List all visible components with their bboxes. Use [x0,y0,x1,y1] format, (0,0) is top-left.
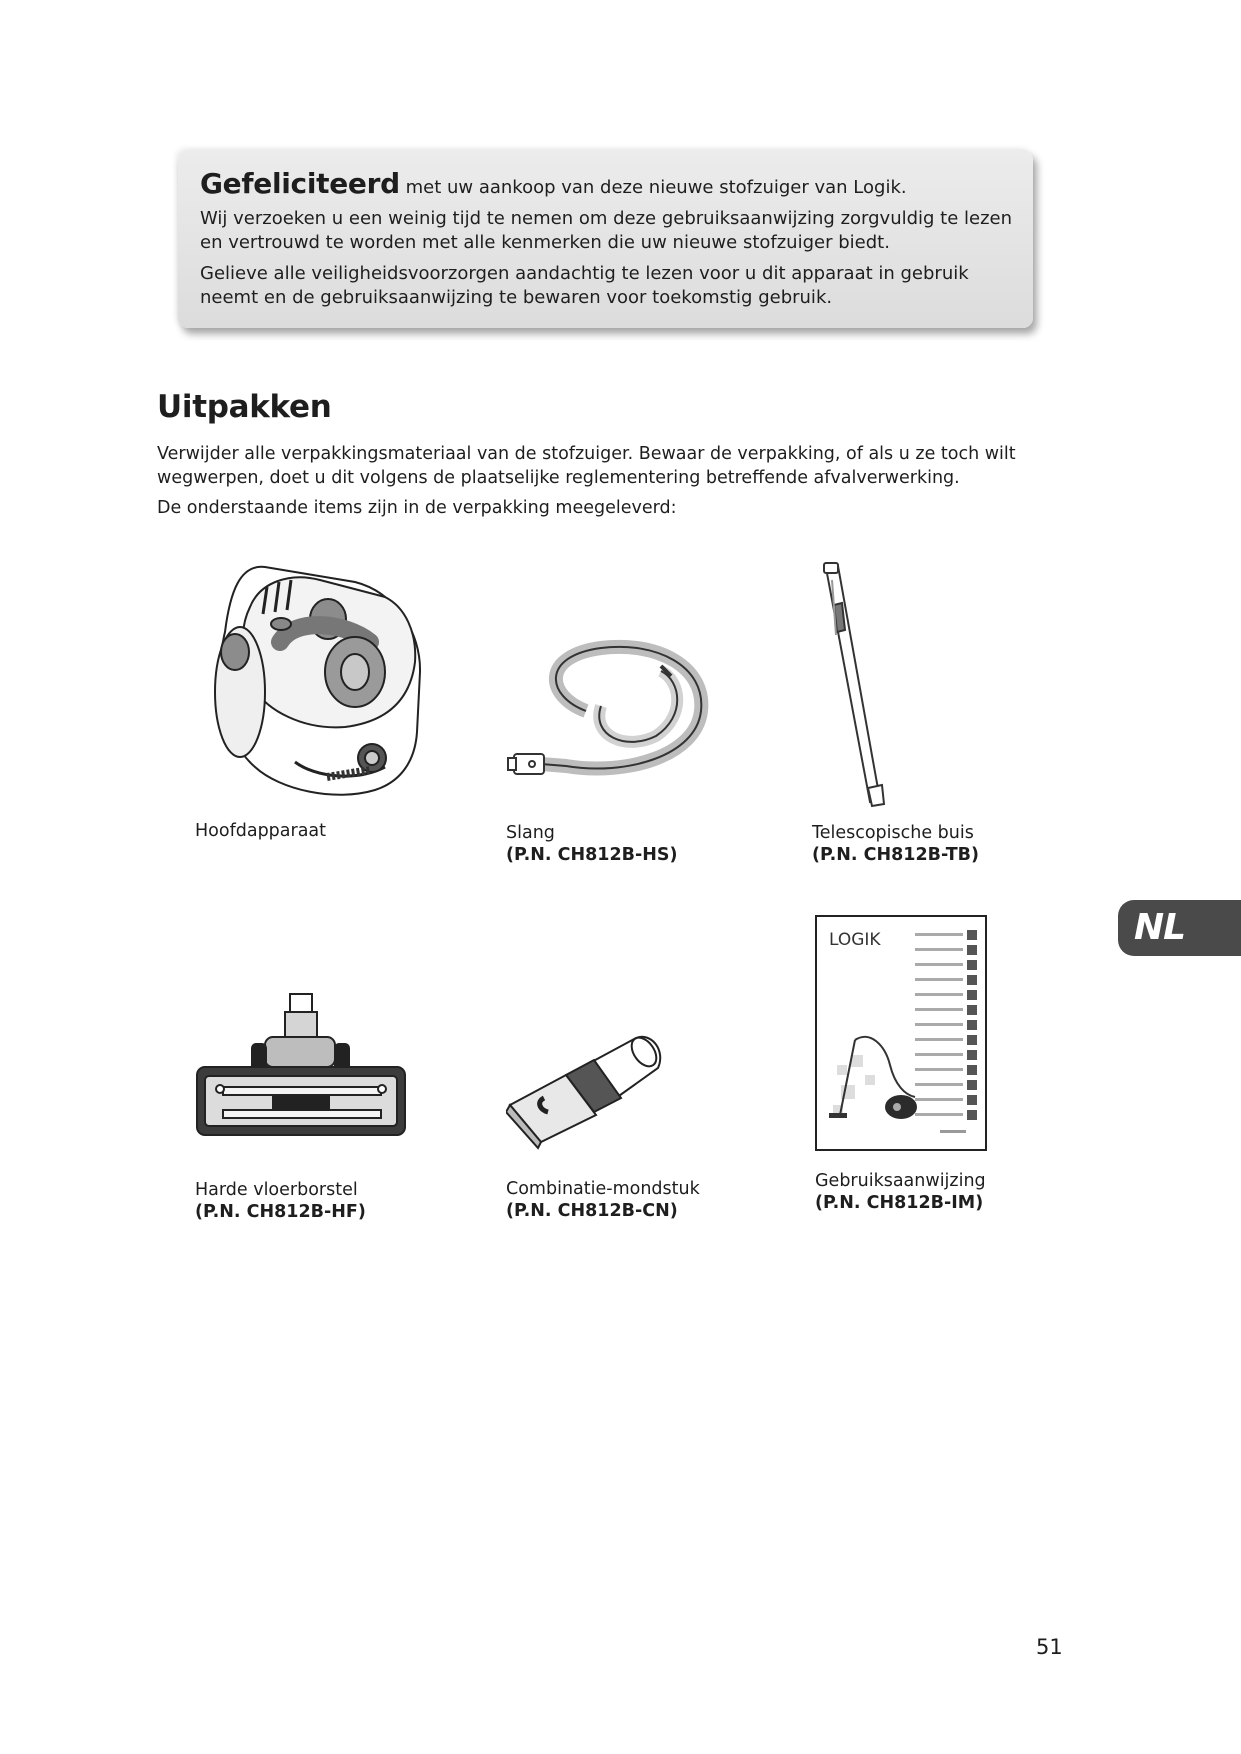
section-body [157,442,1087,526]
item-name: Harde vloerborstel [195,1180,358,1200]
manual-cover-icon [815,915,987,1151]
telescopic-tube-icon [812,560,902,810]
item-label [195,820,326,842]
item-label [506,1178,700,1222]
item-telescopic-tube [812,560,1112,865]
item-name: Telescopische buis [812,823,974,843]
item-label [195,1179,366,1223]
intro-text [200,167,1015,317]
intro-lead-rest: met uw aankoop van deze nieuwe stofzuiger van Logik. [399,177,907,198]
item-instruction-manual [815,915,1115,1213]
item-hard-floor-brush [195,992,495,1222]
intro-lead: Gefeliciteerd [200,167,400,200]
item-name: Combinatie-mondstuk [506,1179,700,1199]
section-paragraph-1: Verwijder alle verpakkingsmateriaal van de stofzuiger. Bewaar de verpakking, of als u ze toch wilt wegwerpen, doet u dit volgens de plaatselijke reglementering betreffende afvalverwerking. [157,444,1016,488]
item-label [812,822,979,866]
item-part-number: (P.N. CH812B-CN) [506,1201,678,1221]
item-part-number: (P.N. CH812B-HF) [195,1202,366,1222]
hose-icon [506,636,726,796]
item-hose [506,636,806,865]
item-label [506,822,678,866]
language-tab: NL [1118,900,1241,956]
intro-paragraph-3: Gelieve alle veiligheidsvoorzorgen aandachtig te lezen voor u dit apparaat in gebruik neemt en de gebruiksaanwijzing te bewaren voor toekomstig gebruik. [200,263,969,308]
item-name: Hoofdapparaat [195,821,327,841]
item-label [815,1170,986,1214]
floor-brush-icon [195,992,415,1150]
item-main-unit [195,562,495,841]
item-combination-nozzle [506,1030,806,1221]
section-paragraph-2: De onderstaande items zijn in de verpakking meegeleverd: [157,498,677,518]
item-part-number: (P.N. CH812B-IM) [815,1193,984,1213]
manual-brand: LOGIK [829,930,881,950]
combination-nozzle-icon [506,1030,666,1150]
item-name: Gebruiksaanwijzing [815,1171,986,1191]
page-number: 51 [1036,1635,1063,1659]
item-name: Slang [506,823,555,843]
item-part-number: (P.N. CH812B-TB) [812,845,979,865]
section-title: Uitpakken [157,389,332,425]
intro-box [178,150,1033,328]
vacuum-body-icon [195,562,435,812]
intro-paragraph-2: Wij verzoeken u een weinig tijd te nemen om deze gebruiksaanwijzing zorgvuldig te lezen en vertrouwd te worden met alle kenmerken die uw nieuwe stofzuiger biedt. [200,208,1013,253]
item-part-number: (P.N. CH812B-HS) [506,845,678,865]
